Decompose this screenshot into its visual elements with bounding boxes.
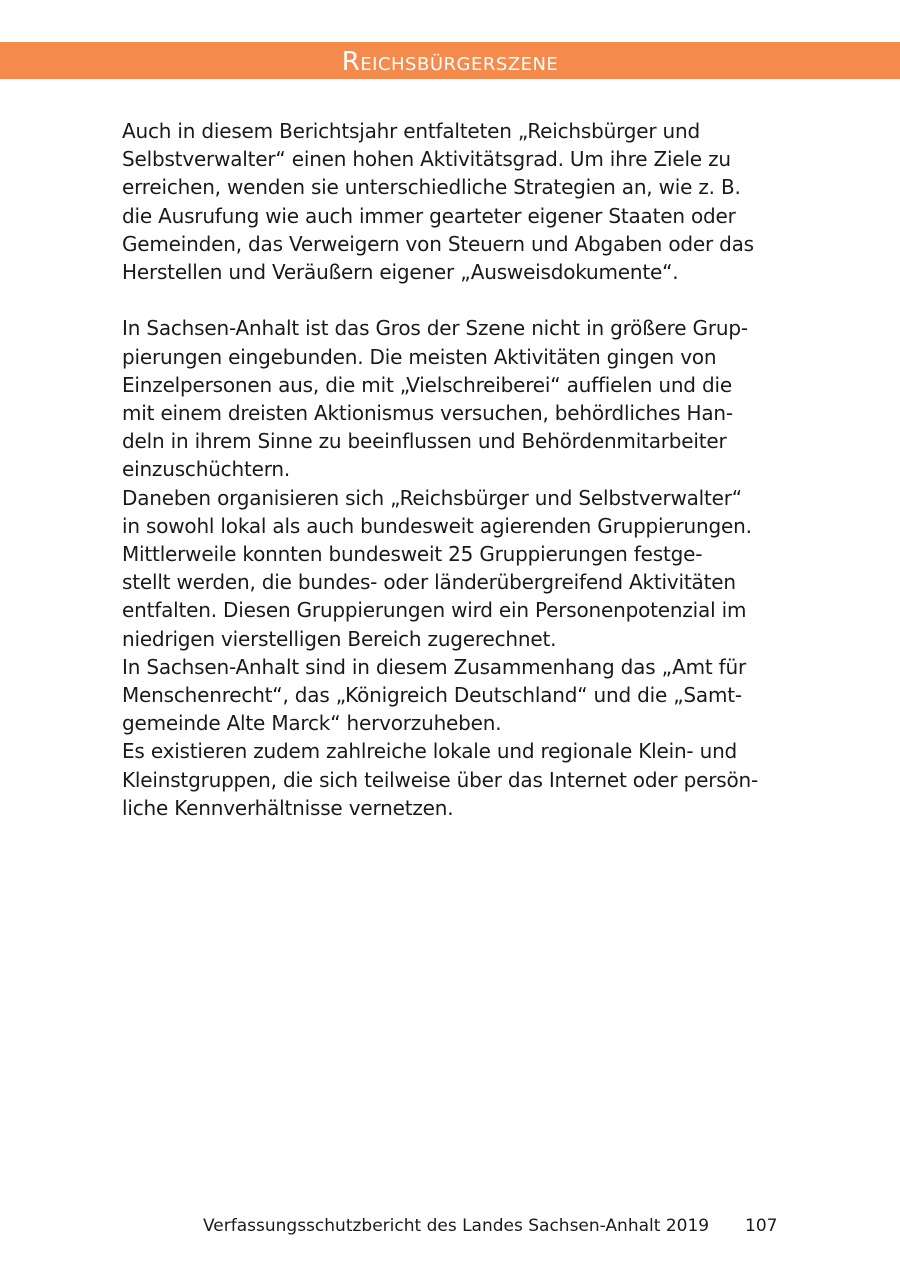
text-line: Mittlerweile konnten bundesweit 25 Gruppierungen festge- xyxy=(122,542,703,567)
paragraph-2 xyxy=(122,314,792,483)
text-line: stellt werden, die bundes- oder länderübergreifend Aktivitäten xyxy=(122,570,736,595)
text-line: mit einem dreisten Aktionismus versuchen, behördliches Han- xyxy=(122,401,733,426)
text-line: Daneben organisieren sich „Reichsbürger und Selbstverwalter“ xyxy=(122,485,742,510)
text-line: Einzelpersonen aus, die mit „Vielschreiberei“ auffielen und die xyxy=(122,372,732,397)
text-line: niedrigen vierstelligen Bereich zugerechnet. xyxy=(122,626,557,651)
text-line: Menschenrecht“, das „Königreich Deutschland“ und die „Samt- xyxy=(122,683,742,708)
body-text xyxy=(122,117,792,822)
text-line: Gemeinden, das Verweigern von Steuern und Abgaben oder das xyxy=(122,231,754,256)
text-line: Es existieren zudem zahlreiche lokale und regionale Klein- und xyxy=(122,739,738,764)
text-line: Auch in diesem Berichtsjahr entfalteten „Reichsbürger und xyxy=(122,119,700,143)
text-line: pierungen eingebunden. Die meisten Aktivitäten gingen von xyxy=(122,344,717,369)
paragraph-3 xyxy=(122,484,792,653)
text-line: In Sachsen-Anhalt sind in diesem Zusammenhang das „Amt für xyxy=(122,654,747,679)
text-line: deln in ihrem Sinne zu beeinflussen und Behördenmitarbeiter xyxy=(122,429,727,454)
page-number: 107 xyxy=(745,1216,778,1236)
text-line: Selbstverwalter“ einen hohen Aktivitätsgrad. Um ihre Ziele zu xyxy=(122,147,731,172)
paragraph-4 xyxy=(122,653,792,738)
text-line: in sowohl lokal als auch bundesweit agierenden Gruppierungen. xyxy=(122,513,752,538)
text-line: gemeinde Alte Marck“ hervorzuheben. xyxy=(122,711,502,736)
text-line: erreichen, wenden sie unterschiedliche Strategien an, wie z. B. xyxy=(122,175,741,200)
text-line: Herstellen und Veräußern eigener „Ausweisdokumente“. xyxy=(122,260,679,285)
text-line: entfalten. Diesen Gruppierungen wird ein Personenpotenzial im xyxy=(122,598,747,623)
text-line: die Ausrufung wie auch immer gearteter eigener Staaten oder xyxy=(122,203,736,228)
text-line: In Sachsen-Anhalt ist das Gros der Szene nicht in größere Grup- xyxy=(122,316,748,341)
paragraph-1 xyxy=(122,117,792,286)
paragraph-gap xyxy=(122,286,792,314)
paragraph-5 xyxy=(122,737,792,822)
text-line: Kleinstgruppen, die sich teilweise über das Internet oder persön- xyxy=(122,767,758,792)
text-line: einzuschüchtern. xyxy=(122,457,291,482)
section-title: Reichsbürgerszene xyxy=(341,47,559,77)
footer-publication-title: Verfassungsschutzbericht des Landes Sachsen-Anhalt 2019 xyxy=(203,1216,710,1236)
text-line: liche Kennverhältnisse vernetzen. xyxy=(122,795,454,820)
